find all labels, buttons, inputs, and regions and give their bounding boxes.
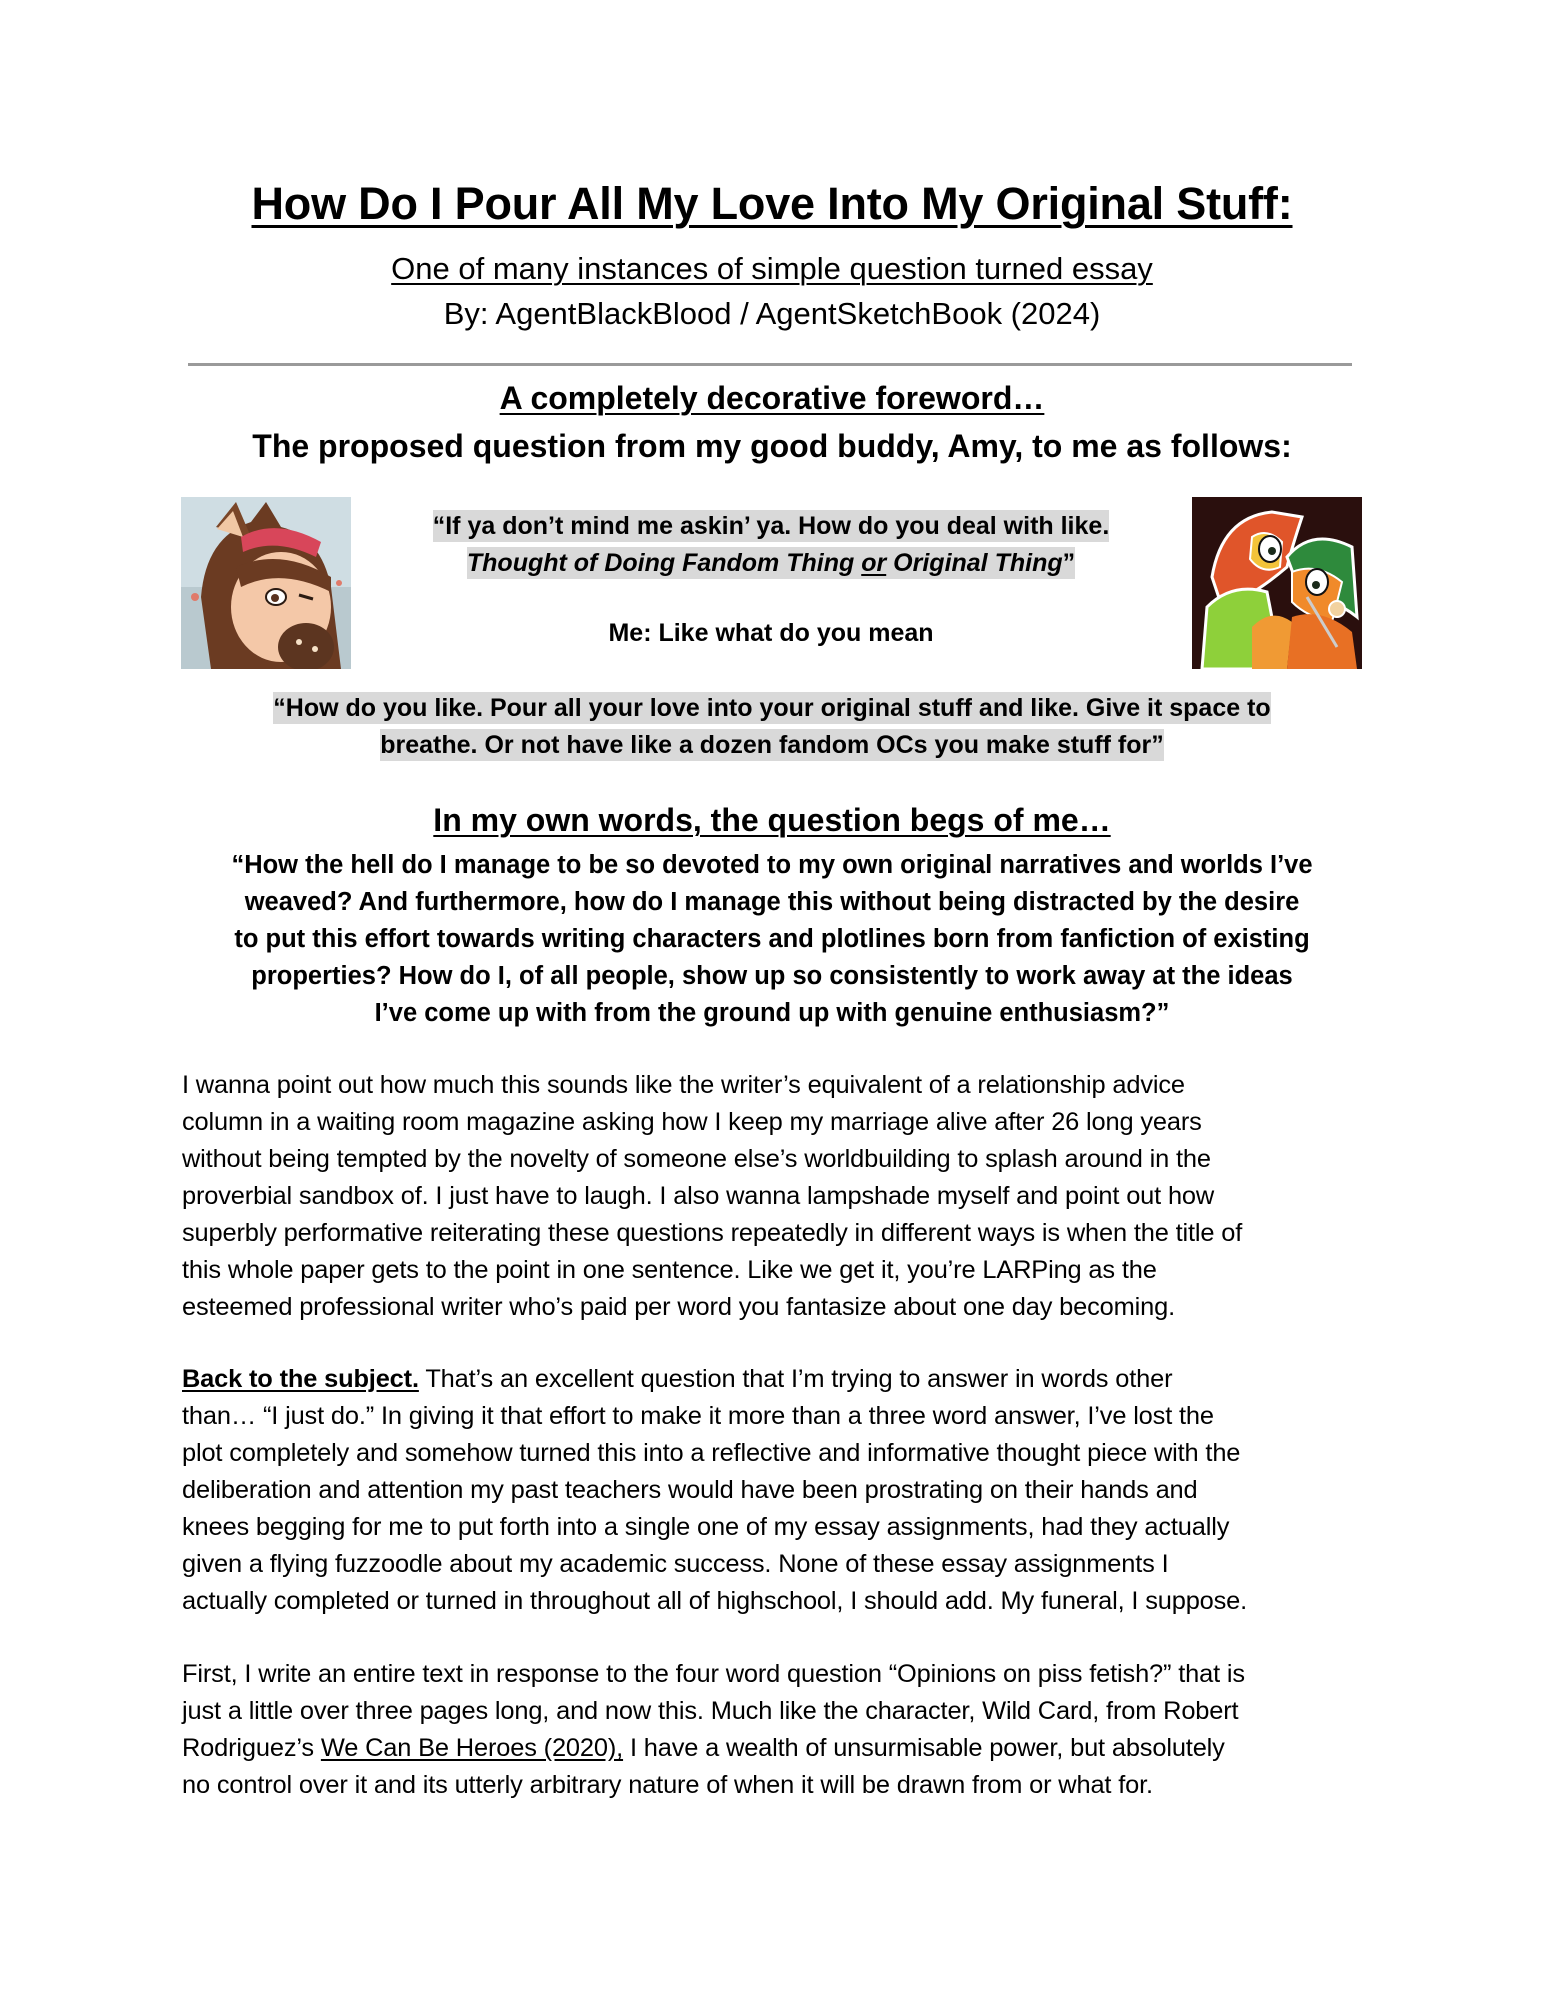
body-paragraph-3 <box>182 1656 1372 1804</box>
right-character-image <box>1192 497 1362 669</box>
paragraph-3-line-3-post: I have a wealth of unsurmisable power, but absolutely <box>623 1734 1225 1762</box>
amy-followup-line-1: “How do you like. Pour all your love into your original stuff and like. Give it space to <box>273 694 1271 722</box>
amy-question <box>360 508 1182 582</box>
paragraph-2-first-line: That’s an excellent question that I’m trying to answer in words other <box>418 1365 1173 1393</box>
amy-original-thing: Original Thing <box>893 549 1063 577</box>
left-character-image <box>181 497 351 669</box>
paragraph-line: esteemed professional writer who’s paid per word you fantasize about one day becoming. <box>182 1293 1175 1321</box>
amy-or: or <box>861 549 887 577</box>
restatement-line: “How the hell do I manage to be so devoted to my own original narratives and worlds I’ve <box>231 851 1313 879</box>
movie-title-link[interactable]: We Can Be Heroes (2020), <box>320 1734 624 1762</box>
restatement-line: to put this effort towards writing characters and plotlines born from fanfiction of existing <box>234 925 1310 953</box>
paragraph-line: proverbial sandbox of. I just have to laugh. I also wanna lampshade myself and point out how <box>182 1182 1215 1210</box>
paragraph-line: no control over it and its utterly arbitrary nature of when it will be drawn from or what for. <box>182 1771 1153 1799</box>
paragraph-line <box>182 1361 1372 1398</box>
restatement-heading: In my own words, the question begs of me… <box>433 802 1111 838</box>
paragraph-line: without being tempted by the novelty of someone else’s worldbuilding to splash around in the <box>182 1145 1211 1173</box>
paragraph-line: plot completely and somehow turned this into a reflective and informative thought piece with the <box>182 1439 1241 1467</box>
foreword-intro: The proposed question from my good buddy, Amy, to me as follows: <box>252 428 1292 464</box>
amy-followup <box>182 690 1362 764</box>
document-title: How Do I Pour All My Love Into My Original Stuff: <box>251 178 1293 229</box>
paragraph-line: than… “I just do.” In giving it that effort to make it more than a three word answer, I’ve lost the <box>182 1402 1214 1430</box>
paragraph-line: just a little over three pages long, and now this. Much like the character, Wild Card, from Robert <box>182 1697 1239 1725</box>
restatement-line: properties? How do I, of all people, show up so consistently to work away at the ideas <box>251 962 1293 990</box>
amy-question-line-1: “If ya don’t mind me askin’ ya. How do you deal with like. <box>432 512 1110 540</box>
paragraph-line: column in a waiting room magazine asking how I keep my marriage alive after 26 long years <box>182 1108 1202 1136</box>
body-paragraph-2 <box>182 1361 1372 1620</box>
restatement-question <box>182 847 1362 1032</box>
document-subtitle: One of many instances of simple question turned essay <box>391 251 1153 286</box>
paragraph-line: I wanna point out how much this sounds like the writer’s equivalent of a relationship advice <box>182 1071 1185 1099</box>
restatement-line: weaved? And furthermore, how do I manage this without being distracted by the desire <box>244 888 1300 916</box>
amy-followup-line-2: breathe. Or not have like a dozen fandom OCs you make stuff for” <box>380 731 1164 759</box>
amy-question-line-2 <box>467 547 1075 579</box>
paragraph-line: given a flying fuzzoodle about my academic success. None of these essay assignments I <box>182 1550 1169 1578</box>
paragraph-line: deliberation and attention my past teachers would have been prostrating on their hands and <box>182 1476 1198 1504</box>
amy-close-quote: ” <box>1062 549 1076 577</box>
paragraph-line: knees begging for me to put forth into a single one of my essay assignments, had they actually <box>182 1513 1230 1541</box>
paragraph-line: actually completed or turned in throughout all of highschool, I should add. My funeral, I suppose. <box>182 1587 1248 1615</box>
body-paragraph-1 <box>182 1067 1372 1326</box>
document-byline: By: AgentBlackBlood / AgentSketchBook (2024) <box>443 296 1101 331</box>
paragraph-line: First, I write an entire text in response to the four word question “Opinions on piss fetish?” that is <box>182 1660 1245 1688</box>
restatement-line: I’ve come up with from the ground up with genuine enthusiasm?” <box>374 999 1170 1027</box>
paragraph-line: superbly performative reiterating these questions repeatedly in different ways is when the title of <box>182 1219 1243 1247</box>
horizontal-rule <box>188 363 1352 366</box>
paragraph-3-line-3-pre: Rodriguez’s <box>182 1734 321 1762</box>
me-reply: Me: Like what do you mean <box>608 619 934 647</box>
amy-fandom-thing: Thought of Doing Fandom Thing <box>466 549 855 577</box>
fox-girl-illustration <box>181 497 351 669</box>
foreword-heading: A completely decorative foreword… <box>499 380 1045 416</box>
paragraph-line <box>182 1730 1372 1767</box>
back-to-subject-lead: Back to the subject. <box>182 1365 419 1393</box>
paragraph-line: this whole paper gets to the point in one sentence. Like we get it, you’re LARPing as the <box>182 1256 1157 1284</box>
jester-pair-illustration <box>1192 497 1362 669</box>
